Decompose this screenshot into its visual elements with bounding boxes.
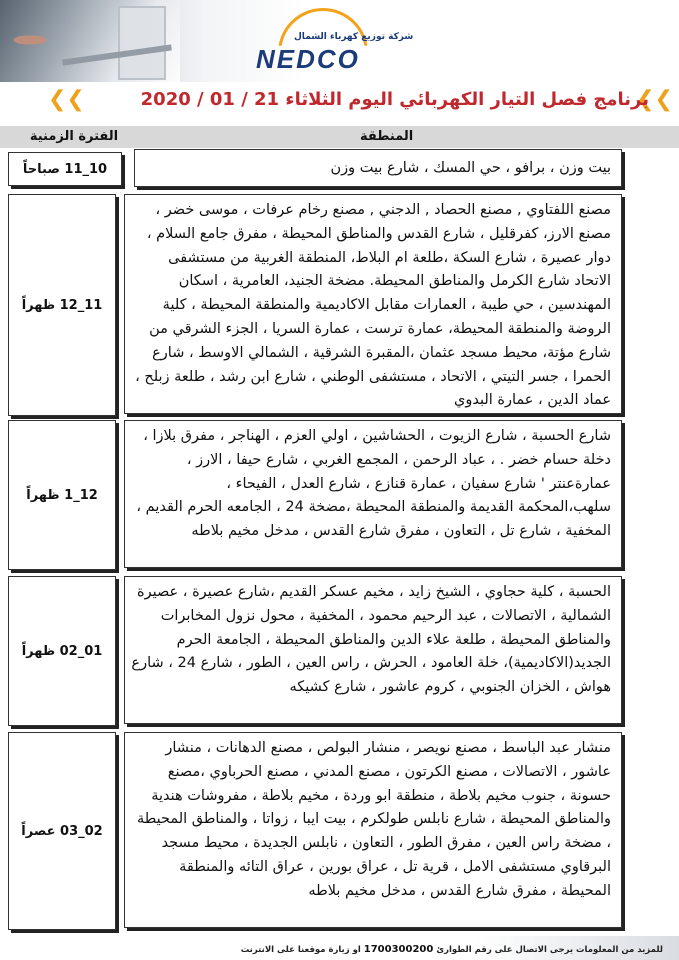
time-cell-row-3: 12_1 ظهراً <box>8 420 116 570</box>
title-row <box>0 84 679 116</box>
double-chevron-icon: ❮❮ <box>48 87 85 112</box>
time-cell-row-4: 01_02 ظهراً <box>8 576 116 726</box>
area-cell-row-2: مصنع اللفتاوي , مصنع الحصاد , الدجني , مصنع رخام عرفات ، موسى خضر ، مصنع الارز، كفرقليل ، شارع القدس والمناطق المحيطة ، مفرق جامع السلام ، دوار عصيرة ، شارع السكة ،طلعة ام البلاط، المنطقة الغربية من مستشفى الاتحاد شارع الكرمل والمناطق المحيطة. مضخة الجنيد، العامرية ، اسكان المهندسين ، حي طيبة ، العمارات مقابل الاكاديمية والمنطقة المحيطة ، كلية الروضة والمنطقة المحيطة، عمارة ترست ، عمارة السريا ، الجزء الشرقي من شارع مؤتة، محيط مسجد عثمان ،المقبرة الشرقية ، الشمالي الاوسط ، شارع الحمرا ، جسر التيتي ، الاتحاد ، مستشفى الوطني ، شارع ابن رشد ، طلعة زبلح ، عماد الدين ، عمارة البدوي <box>124 194 622 414</box>
logo-company-name: شركة توزيع كهرباء الشمال <box>294 32 414 42</box>
double-chevron-icon: ❮❮ <box>636 87 673 112</box>
page-title: برنامج فصل التيار الكهربائي اليوم الثلاثاء 21 / 01 / 2020 <box>140 89 649 110</box>
area-cell-row-3: شارع الحسبة ، شارع الزيوت ، الحشاشين ، اولي العزم ، الهناجر ، مفرق بلازا ، دخلة حسام خضر . ، عباد الرحمن ، المجمع الغربي ، شارع حيفا ، الارز ، عمارةعنتر ' شارع سفيان ، عمارة قنازع ، شارع العدل ، الفيحاء ، سلهب،المحكمة القديمة والمنطقة المحيطة ،مضخة 24 ، الجامعه الحرم القديم ، المخفية ، شارع تل ، التعاون ، مفرق شارع القدس ، مدخل مخيم بلاطه <box>124 420 622 568</box>
header-banner <box>0 0 679 82</box>
column-header-area: المنطقة <box>360 129 414 144</box>
area-cell-row-5: منشار عبد الباسط ، مصنع نويصر ، منشار البولص ، مصنع الدهانات ، منشار عاشور ، الاتصالات ، مصنع الكرتون ، مصنع المدني ، مصنع الحرباوي ،مصنع حسونة ، جنوب مخيم بلاطة ، منطقة ابو وردة ، مخيم بلاطة ، مفروشات هندية والمناطق المحيطة ، شارع نابلس طولكرم ، بيت ايبا ، زواتا ، والمناطق المحيطة ، مضخة راس العين ، مفرق الطور ، التعاون ، نابلس الجديدة ، محيط مسجد البرقاوي مستشفى الامل ، قرية تل ، عراق بورين ، عراق التائه والمنطقة المحيطة ، مفرق شارع القدس ، مدخل مخيم بلاطه <box>124 732 622 928</box>
footer-text-before: للمزيد من المعلومات يرجى الاتصال على رقم الطوارئ <box>436 945 663 955</box>
column-header-time: الفترة الزمنية <box>29 129 119 144</box>
footer-contact <box>241 944 663 955</box>
time-cell-row-5: 02_03 عصراً <box>8 732 116 930</box>
time-cell-row-2: 11_12 ظهراً <box>8 194 116 416</box>
footer-text-after: او زيارة موقعنا على الانترنت <box>240 945 361 955</box>
header-photo <box>0 0 180 82</box>
area-cell-row-4: الحسبة ، كلية حجاوي ، الشيخ زايد ، مخيم عسكر القديم ،شارع عصيرة ، عصيرة الشمالية ، الاتصالات ، عبد الرحيم محمود ، المخفية ، محول نزول المخابرات والمناطق المحيطة ، طلعة علاء الدين والمناطق المحيطة ، الجامعة الحرم الجديد(الاكاديمية)، خلة العامود ، الحرش ، راس العين ، الطور ، شارع 24 ، شارع هواش ، الخزان الجنوبي ، كروم عاشور ، شارع كشيكه <box>124 576 622 724</box>
company-logo <box>256 6 414 74</box>
emergency-phone: 1700300200 <box>363 944 434 955</box>
logo-brand-text: NEDCO <box>256 44 360 74</box>
logo-brand <box>256 44 360 75</box>
time-cell-row-1: 10_11 صباحاً <box>8 152 122 186</box>
area-cell-row-1: بيت وزن ، برافو ، حي المسك ، شارع بيت وزن <box>134 149 622 187</box>
header-photo-box <box>118 6 166 80</box>
